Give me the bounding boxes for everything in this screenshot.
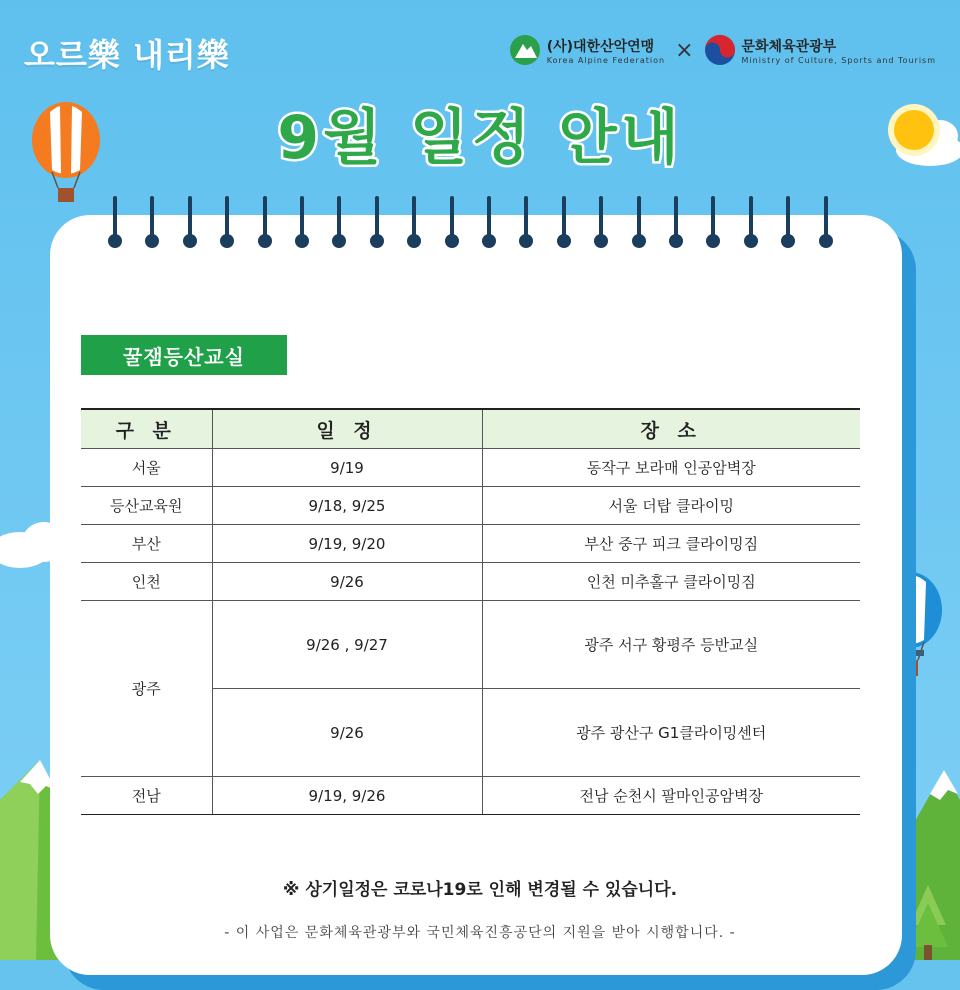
notepad-ring-icon <box>295 196 309 252</box>
cell-date: 9/26 , 9/27 <box>212 601 482 689</box>
notepad-ring-icon <box>632 196 646 252</box>
table-row <box>81 525 860 563</box>
notepad-ring-icon <box>332 196 346 252</box>
table-row <box>81 563 860 601</box>
taegeuk-logo-icon <box>704 34 736 66</box>
table-row <box>81 487 860 525</box>
partner-logos <box>509 34 936 66</box>
header-place: 장 소 <box>482 409 860 449</box>
cell-place: 광주 광산구 G1클라이밍센터 <box>482 689 860 777</box>
notepad-rings <box>108 196 848 256</box>
notepad-ring-icon <box>370 196 384 252</box>
cell-place: 전남 순천시 팔마인공암벽장 <box>482 777 860 815</box>
cell-region: 서울 <box>81 449 212 487</box>
kaf-logo <box>509 34 665 66</box>
notepad-ring-icon <box>407 196 421 252</box>
notepad-ring-icon <box>145 196 159 252</box>
table-row <box>81 449 860 487</box>
section-label: 꿀잼등산교실 <box>81 335 287 375</box>
cell-date: 9/26 <box>212 563 482 601</box>
footer-text: - 이 사업은 문화체육관광부와 국민체육진흥공단의 지원을 받아 시행합니다. - <box>224 925 736 941</box>
notice-text: ※ 상기일정은 코로나19로 인해 변경될 수 있습니다. <box>282 880 678 900</box>
mcst-logo <box>704 34 937 66</box>
notepad-ring-icon <box>220 196 234 252</box>
cell-place: 서울 더탑 클라이밍 <box>482 487 860 525</box>
notepad-ring-icon <box>557 196 571 252</box>
cell-region: 인천 <box>81 563 212 601</box>
notepad-ring-icon <box>183 196 197 252</box>
schedule-table <box>81 408 860 815</box>
cell-place: 동작구 보라매 인공암벽장 <box>482 449 860 487</box>
table-row <box>81 777 860 815</box>
cell-region: 광주 <box>81 601 212 777</box>
cell-place: 부산 중구 피크 클라이밍짐 <box>482 525 860 563</box>
notepad-ring-icon <box>108 196 122 252</box>
header-region: 구 분 <box>81 409 212 449</box>
notepad-ring-icon <box>445 196 459 252</box>
cell-region: 전남 <box>81 777 212 815</box>
kaf-name-en: Korea Alpine Federation <box>546 55 666 65</box>
notepad-ring-icon <box>482 196 496 252</box>
cell-date: 9/26 <box>212 689 482 777</box>
cell-region: 등산교육원 <box>81 487 212 525</box>
notepad-ring-icon <box>258 196 272 252</box>
cell-date: 9/18, 9/25 <box>212 487 482 525</box>
table-header-row <box>81 409 860 449</box>
cell-place: 인천 미추홀구 클라이밍짐 <box>482 563 860 601</box>
notepad-ring-icon <box>706 196 720 252</box>
notepad-ring-icon <box>744 196 758 252</box>
header-date: 일 정 <box>212 409 482 449</box>
cell-date: 9/19, 9/20 <box>212 525 482 563</box>
cell-region: 부산 <box>81 525 212 563</box>
cell-place: 광주 서구 황평주 등반교실 <box>482 601 860 689</box>
notepad-ring-icon <box>781 196 795 252</box>
notepad-ring-icon <box>669 196 683 252</box>
brand-logo-text: 오르樂 내리樂 <box>24 36 230 74</box>
mcst-name-en: Ministry of Culture, Sports and Tourism <box>741 55 936 65</box>
notepad-ring-icon <box>594 196 608 252</box>
kaf-name: (사)대한산악연맹 <box>546 38 655 55</box>
table-row <box>81 601 860 689</box>
notepad-ring-icon <box>519 196 533 252</box>
collaboration-mark: × <box>675 37 694 63</box>
notepad-ring-icon <box>819 196 833 252</box>
page-title: 9월 일정 안내 <box>277 103 683 173</box>
cell-date: 9/19 <box>212 449 482 487</box>
mcst-name: 문화체육관광부 <box>741 38 837 55</box>
cell-date: 9/19, 9/26 <box>212 777 482 815</box>
kaf-logo-icon <box>509 34 541 66</box>
